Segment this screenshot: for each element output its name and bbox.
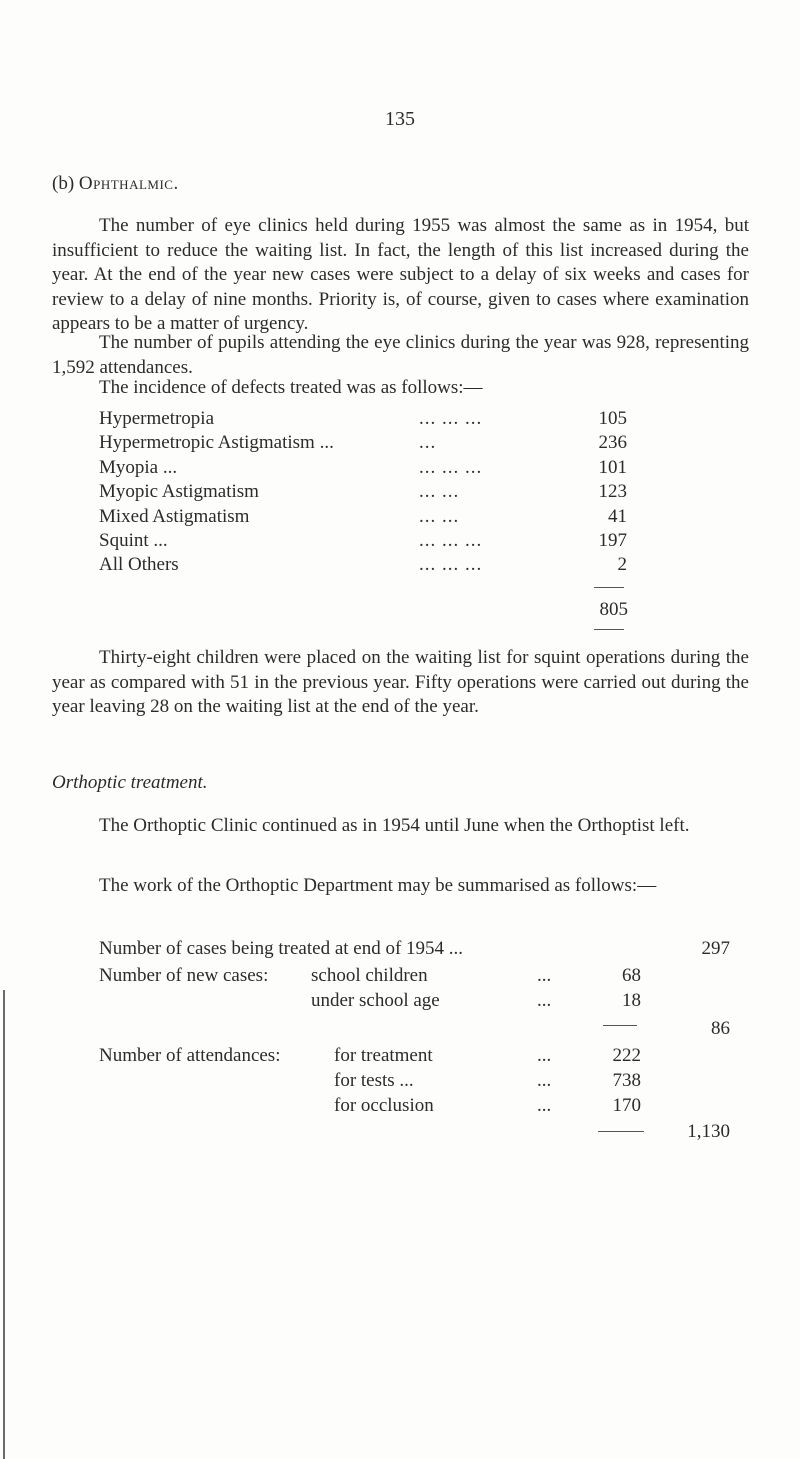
leader-dots: ... ... ...: [419, 529, 483, 551]
summary-cases-at-end: [99, 938, 463, 960]
summary-label: Number of attendances:: [99, 1045, 281, 1066]
defect-value: 197: [598, 529, 627, 551]
summary-new-rule: [603, 1025, 637, 1026]
defects-total: 805: [599, 599, 628, 620]
defects-table: [99, 407, 629, 578]
paragraph-squint-operations: Thirty-eight children were placed on the waiting list for squint operations during the year as compared with 51 in the previous year. Fifty operations were carried out during the year leaving 28 on the waiting list at the end of the year.: [52, 647, 749, 717]
defect-value: 123: [598, 481, 627, 503]
summary-sublabel: for occlusion: [334, 1095, 434, 1116]
summary-new-total: 86: [711, 1018, 730, 1039]
summary-new-school-dots: ...: [537, 965, 552, 986]
summary-attend-treat-value: 222: [612, 1045, 641, 1066]
summary-attend-occl-value: 170: [612, 1095, 641, 1116]
defect-value: 101: [598, 456, 627, 478]
defect-label: Mixed Astigmatism: [99, 505, 250, 527]
defect-row: [99, 431, 629, 455]
summary-label: Number of cases being treated at end of 1954 ...: [99, 938, 464, 959]
defect-row: [99, 505, 629, 529]
defect-value: 41: [608, 505, 627, 527]
defect-row: [99, 456, 629, 480]
defect-row: [99, 407, 629, 431]
paragraph-eye-clinics: The number of eye clinics held during 1955 was almost the same as in 1954, but insufficient to reduce the waiting list. In fact, the length of this list increased during the year. At the end of the year new cases were subject to a delay of six weeks and cases for review to a delay of nine months. Priority is, of course, given to cases where examination appears to be a matter of urgency.: [52, 215, 749, 334]
summary-new-under-label: [311, 990, 440, 1012]
summary-new-under-dots: ...: [537, 990, 552, 1011]
leader-dots: ... ... ...: [419, 456, 483, 478]
orthoptic-heading: Orthoptic treatment.: [52, 772, 208, 793]
defect-label: Myopic Astigmatism: [99, 481, 259, 503]
paragraph-orthoptic-summary-intro: The work of the Orthoptic Department may be summarised as follows:—: [99, 875, 657, 896]
page-number: 135: [385, 108, 415, 130]
defect-value: 2: [617, 554, 627, 576]
leader-dots: ... ...: [419, 481, 460, 503]
defect-label: All Others: [99, 554, 179, 576]
summary-attend-tests-label: [334, 1070, 414, 1092]
defect-row: [99, 480, 629, 504]
summary-attend-tests-dots: ...: [537, 1070, 552, 1091]
summary-label: Number of new cases:: [99, 965, 269, 986]
summary-attend-tests-value: 738: [612, 1070, 641, 1091]
leader-dots: ... ...: [419, 505, 460, 527]
defect-row: [99, 553, 629, 577]
defect-value: 236: [598, 432, 627, 454]
summary-attend-total: 1,130: [687, 1121, 730, 1142]
defect-label: Hypermetropia: [99, 408, 215, 429]
defect-label: Squint ...: [99, 529, 168, 551]
paragraph-defects-intro: The incidence of defects treated was as follows:—: [99, 377, 483, 398]
summary-attend-rule: [598, 1131, 644, 1132]
margin-binding-line: [3, 990, 5, 1459]
summary-sublabel: for treatment: [334, 1045, 433, 1066]
summary-attend-occl-dots: ...: [537, 1095, 552, 1116]
section-heading: [52, 173, 179, 195]
summary-new-cases-label: [99, 965, 268, 987]
paragraph-orthoptic-clinic: The Orthoptic Clinic continued as in 1954 until June when the Orthoptist left.: [99, 815, 690, 836]
summary-attend-occl-label: [334, 1095, 434, 1117]
defect-row: [99, 529, 629, 553]
leader-dots: ... ... ...: [419, 408, 483, 429]
summary-sublabel: school children: [311, 965, 428, 986]
total-rule-top: [594, 587, 624, 588]
summary-new-school-value: 68: [622, 965, 641, 986]
summary-attend-label: [99, 1045, 280, 1067]
summary-attend-treat-dots: ...: [537, 1045, 552, 1066]
section-title: Ophthalmic.: [78, 173, 179, 194]
section-marker: (b): [52, 173, 75, 194]
defect-value: 105: [598, 408, 627, 429]
defect-label: Myopia ...: [99, 456, 178, 478]
total-rule-bottom: [594, 629, 624, 630]
summary-sublabel: for tests ...: [334, 1070, 414, 1091]
leader-dots: ...: [419, 432, 437, 454]
summary-new-under-value: 18: [622, 990, 641, 1011]
summary-new-school-label: [311, 965, 428, 987]
defect-label: Hypermetropic Astigmatism ...: [99, 432, 334, 454]
paragraph-pupils-attending: The number of pupils attending the eye clinics during the year was 928, representing 1,592 attendances.: [52, 332, 749, 378]
summary-attend-treat-label: [334, 1045, 433, 1067]
leader-dots: ... ... ...: [419, 554, 483, 576]
summary-sublabel: under school age: [311, 990, 440, 1011]
summary-cases-at-end-total: 297: [701, 938, 730, 959]
